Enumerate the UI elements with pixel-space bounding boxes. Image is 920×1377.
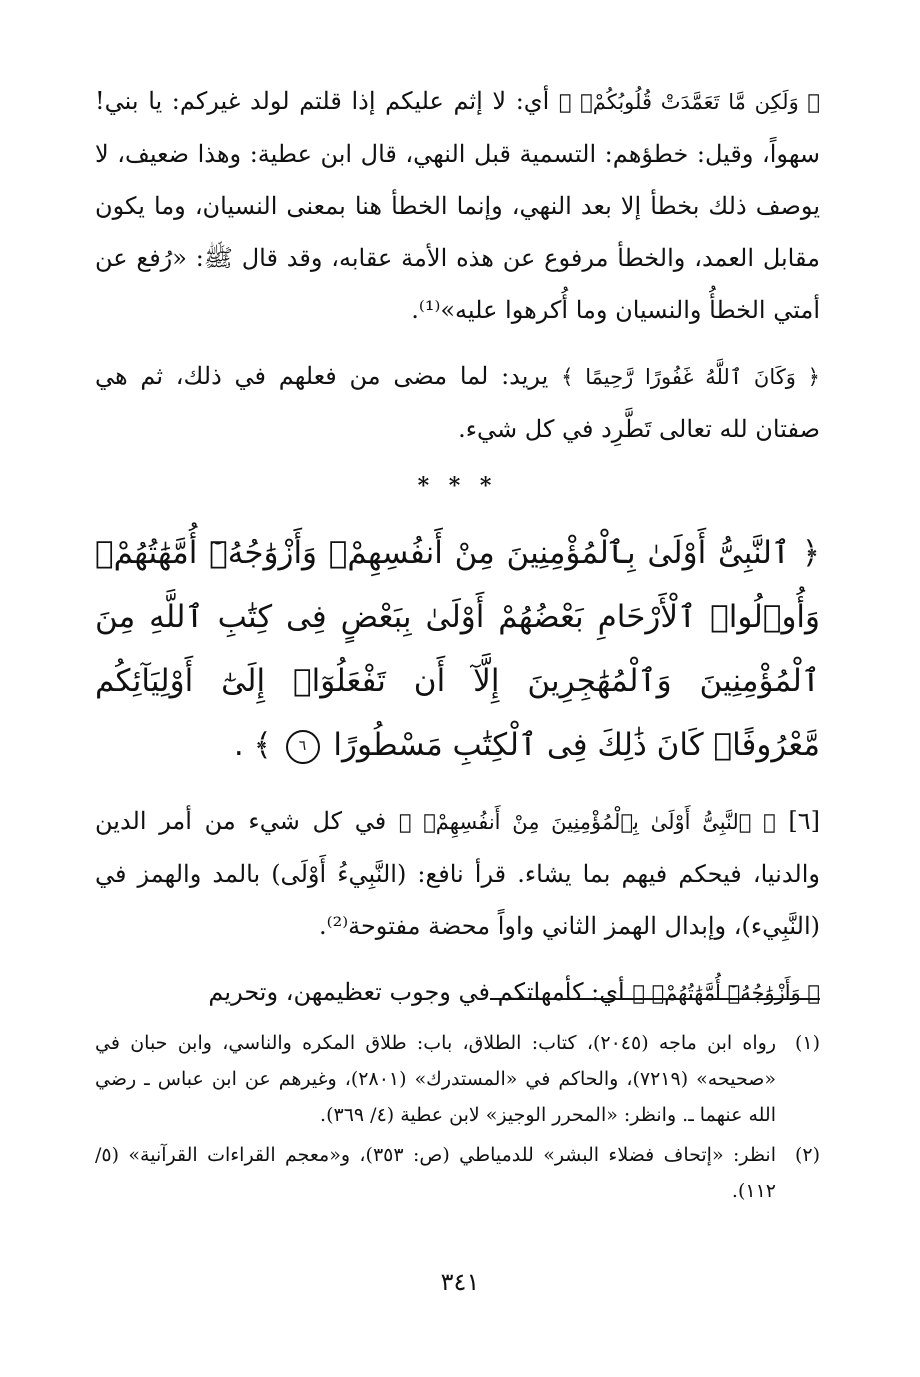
commentary-text: يريد: لما مضى من فعلهم في ذلك، ثم هي صفتان لله تعالى تَطَّرِد في كل شيء. <box>95 362 820 443</box>
commentary-paragraph-2 <box>95 350 820 455</box>
commentary-paragraph-1 <box>95 75 820 336</box>
footnote-number: (٢) <box>794 1144 820 1166</box>
footnote-text: رواه ابن ماجه (٢٠٤٥)، كتاب: الطلاق، باب: طلاق المكره والناسي، وابن حبان في «صحيحه» (٧٢١٩)، والحاكم في «المستدرك» (٢٨٠١)، وغيرهم عن ابن عباس ـ رضي الله عنهما ـ. وانظر: «المحرر الوجيز» لابن عطية (٤/ ٣٦٩). <box>95 1032 777 1126</box>
commentary-paragraph-3 <box>95 795 820 952</box>
quran-quote: ﴿ ٱلنَّبِىُّ أَوْلَىٰ بِٱلْمُؤْمِنِينَ مِنْ أَنفُسِهِمْۖ ﴾ <box>398 810 776 834</box>
verse-number: [٦] <box>788 807 820 835</box>
main-verse-text: ﴿ ٱلنَّبِىُّ أَوْلَىٰ بِٱلْمُؤْمِنِينَ مِنْ أَنفُسِهِمْۖ وَأَزْوَٰجُهُۥٓ أُمَّهَٰتُهُمْۗ وَأُو۟لُوا۟ ٱلْأَرْحَامِ بَعْضُهُمْ أَوْلَىٰ بِبَعْضٍ فِى كِتَٰبِ ٱللَّهِ مِنَ ٱلْمُؤْمِنِينَ وَٱلْمُهَٰجِرِينَ إِلَّآ أَن تَفْعَلُوٓا۟ إِلَىٰٓ أَوْلِيَآئِكُم مَّعْرُوفًاۚ كَانَ ذَٰلِكَ فِى ٱلْكِتَٰبِ مَسْطُورًا <box>95 535 820 763</box>
footnote-2 <box>95 1137 820 1209</box>
commentary-text: في كل شيء من أمر الدين والدنيا، فيحكم فيهم بما يشاء. قرأ نافع: (النَّبِيءُ أَوْلَى) بالمد والهمز في (النَّبِيء)، وإبدال الهمز الثاني واواً محضة مفتوحة⁽²⁾. <box>95 807 820 940</box>
section-separator: * * * <box>417 473 498 499</box>
page-body <box>95 75 820 1033</box>
footnote-1 <box>95 1025 820 1133</box>
main-verse-closing: ﴾ . <box>233 727 272 763</box>
ayah-number-marker: ٦ <box>286 730 320 764</box>
commentary-text: أي: لا إثم عليكم إذا قلتم لولد غيركم: يا بني! سهواً، وقيل: خطؤهم: التسمية قبل النهي، قال ابن عطية: وهذا ضعيف، لا يوصف ذلك بخطأ إلا بعد النهي، وإنما الخطأ هنا بمعنى النسيان، وما يكون مقابل العمد، والخطأ مرفوع عن هذه الأمة عقابه، وقد قال ﷺ: «رُفع عن أمتي الخطأُ والنسيان وما أُكرهوا عليه»⁽¹⁾. <box>95 87 820 324</box>
page-number: ٣٤١ <box>440 1268 480 1296</box>
commentary-paragraph-4 <box>95 966 820 1019</box>
footnotes <box>95 1025 820 1213</box>
quran-quote: ﴿ وَأَزْوَٰجُهُۥٓ أُمَّهَٰتُهُمْۗ ﴾ <box>632 981 820 1005</box>
main-verse <box>95 521 820 777</box>
commentary-text: أي: كأمهاتكم في وجوب تعظيمهن، وتحريم <box>208 978 633 1006</box>
footnote-number: (١) <box>794 1032 820 1054</box>
footnote-text: انظر: «إتحاف فضلاء البشر» للدمياطي (ص: ٣٥٣)، و«معجم القراءات القرآنية» (٥/ ١١٢). <box>95 1144 776 1202</box>
quran-quote: ﴿ وَكَانَ ٱللَّهُ غَفُورًا رَّحِيمًا ﴾ <box>561 365 820 389</box>
quran-quote: ﴿ وَلَكِن مَّا تَعَمَّدَتْ قُلُوبُكُمْۚ ﴾ <box>558 90 820 114</box>
footnote-divider <box>490 998 820 1000</box>
